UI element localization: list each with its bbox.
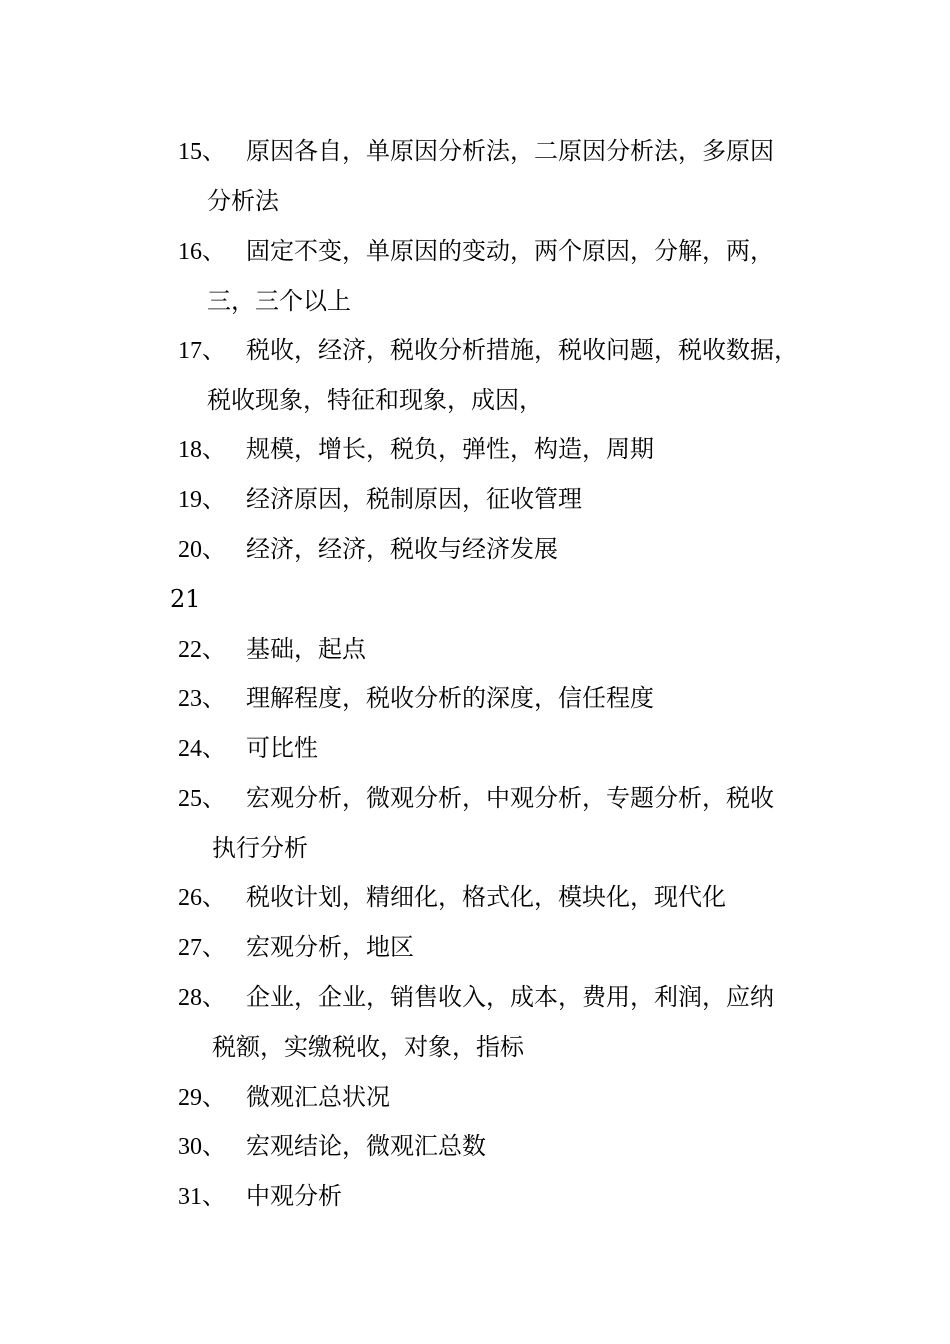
- list-item-28: [178, 982, 774, 1013]
- item-number: 28、: [178, 985, 226, 1011]
- list-item-19: [178, 484, 582, 515]
- item-number: 20、: [178, 537, 226, 563]
- item-text: 中观分析: [246, 1182, 342, 1210]
- item-text: 固定不变，单原因的变动，两个原因，分解，两，: [246, 237, 774, 265]
- list-item-27: [178, 932, 414, 963]
- list-item-25-continuation: [212, 833, 308, 863]
- list-item-22: [178, 634, 366, 665]
- item-number: 21: [170, 585, 201, 613]
- item-continuation: 分析法: [207, 187, 279, 215]
- item-number: 31、: [178, 1184, 226, 1210]
- item-number: 16、: [178, 239, 226, 265]
- list-item-25: [178, 783, 774, 814]
- item-text: 税收，经济，税收分析措施，税收问题，税收数据，: [246, 336, 798, 364]
- list-item-17-continuation: [207, 385, 543, 415]
- item-text: 微观汇总状况: [246, 1083, 390, 1111]
- item-number: 15、: [178, 139, 226, 165]
- item-continuation: 税额，实缴税收，对象，指标: [212, 1033, 524, 1061]
- item-text: 可比性: [246, 734, 318, 762]
- list-item-29: [178, 1082, 390, 1113]
- item-text: 税收计划，精细化，格式化，模块化，现代化: [246, 883, 726, 911]
- item-number: 17、: [178, 338, 226, 364]
- list-item-16-continuation: [207, 286, 351, 316]
- item-text: 宏观分析，微观分析，中观分析，专题分析，税收: [246, 784, 774, 812]
- list-item-30: [178, 1131, 486, 1162]
- item-number: 19、: [178, 487, 226, 513]
- item-continuation: 三，三个以上: [207, 287, 351, 315]
- item-text: 企业，企业，销售收入，成本，费用，利润，应纳: [246, 983, 774, 1011]
- list-item-23: [178, 683, 654, 714]
- item-number: 30、: [178, 1134, 226, 1160]
- item-text: 原因各自，单原因分析法，二原因分析法，多原因: [246, 137, 774, 165]
- list-item-15-continuation: [207, 186, 279, 216]
- item-number: 29、: [178, 1085, 226, 1111]
- list-item-15: [178, 136, 774, 167]
- item-text: 规模，增长，税负，弹性，构造，周期: [246, 435, 654, 463]
- item-number: 27、: [178, 935, 226, 961]
- item-number: 18、: [178, 437, 226, 463]
- item-number: 25、: [178, 786, 226, 812]
- list-item-26: [178, 882, 726, 913]
- item-number: 23、: [178, 686, 226, 712]
- item-number: 24、: [178, 736, 226, 762]
- item-continuation: 执行分析: [212, 834, 308, 862]
- item-text: 经济，经济，税收与经济发展: [246, 535, 558, 563]
- list-item-18: [178, 434, 654, 465]
- list-item-20: [178, 534, 558, 565]
- item-continuation: 税收现象，特征和现象，成因，: [207, 386, 543, 414]
- list-item-17: [178, 335, 798, 366]
- item-number: 26、: [178, 885, 226, 911]
- list-item-31: [178, 1181, 342, 1212]
- item-text: 宏观结论，微观汇总数: [246, 1132, 486, 1160]
- item-text: 理解程度，税收分析的深度，信任程度: [246, 684, 654, 712]
- list-item-16: [178, 236, 774, 267]
- item-text: 经济原因，税制原因，征收管理: [246, 485, 582, 513]
- item-text: 基础，起点: [246, 635, 366, 663]
- item-text: 宏观分析，地区: [246, 933, 414, 961]
- list-item-28-continuation: [212, 1032, 524, 1062]
- list-item-24: [178, 733, 318, 764]
- item-number: 22、: [178, 637, 226, 663]
- list-item-21: [170, 584, 201, 614]
